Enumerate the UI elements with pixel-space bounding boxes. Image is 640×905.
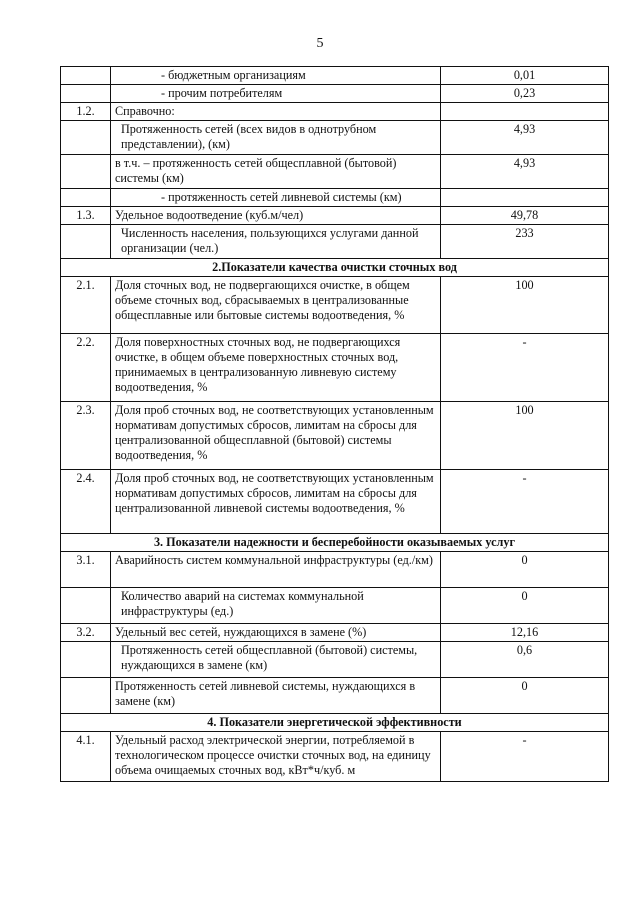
table-row <box>61 189 609 207</box>
row-value: - <box>441 334 609 402</box>
row-value: - <box>441 732 609 782</box>
row-value <box>441 189 609 207</box>
section-title: 2.Показатели качества очистки сточных вод <box>61 259 609 277</box>
row-text: Протяженность сетей ливневой системы, нуждающихся в замене (км) <box>111 678 441 714</box>
row-text: Удельное водоотведение (куб.м/чел) <box>111 207 441 225</box>
table-row <box>61 732 609 782</box>
row-text: в т.ч. – протяженность сетей общесплавной (бытовой) системы (км) <box>111 155 441 189</box>
table-row <box>61 155 609 189</box>
row-value: 49,78 <box>441 207 609 225</box>
table-row <box>61 103 609 121</box>
row-number: 3.2. <box>61 624 111 642</box>
table-row <box>61 642 609 678</box>
row-text: Протяженность сетей общесплавной (бытовой) системы, нуждающихся в замене (км) <box>111 642 441 678</box>
row-value: - <box>441 470 609 534</box>
row-value: 0 <box>441 588 609 624</box>
indicators-table <box>60 66 609 782</box>
table-row <box>61 552 609 588</box>
section-heading-row <box>61 534 609 552</box>
row-value: 4,93 <box>441 155 609 189</box>
section-heading-row <box>61 714 609 732</box>
row-value: 233 <box>441 225 609 259</box>
table-row <box>61 225 609 259</box>
table-row <box>61 67 609 85</box>
row-value: 100 <box>441 277 609 334</box>
row-value: 0,01 <box>441 67 609 85</box>
row-number: 1.2. <box>61 103 111 121</box>
row-value: 100 <box>441 402 609 470</box>
row-text: Аварийность систем коммунальной инфраструктуры (ед./км) <box>111 552 441 588</box>
row-text: - бюджетным организациям <box>111 67 441 85</box>
row-value: 12,16 <box>441 624 609 642</box>
row-text: Удельный расход электрической энергии, потребляемой в технологическом процессе очистки сточных вод, на единицу объема очищаемых сточных вод, кВт*ч/куб. м <box>111 732 441 782</box>
row-text: Доля проб сточных вод, не соответствующих установленным нормативам допустимых сбросов, лимитам на сбросы для централизованной ливневой системы водоотведения, % <box>111 470 441 534</box>
row-number: 2.1. <box>61 277 111 334</box>
table-row <box>61 334 609 402</box>
row-value: 0 <box>441 678 609 714</box>
table-row <box>61 85 609 103</box>
row-text: Удельный вес сетей, нуждающихся в замене (%) <box>111 624 441 642</box>
row-text: - прочим потребителям <box>111 85 441 103</box>
table-row <box>61 470 609 534</box>
page-number: 5 <box>316 36 324 51</box>
row-value: 0 <box>441 552 609 588</box>
table-row <box>61 121 609 155</box>
table-row <box>61 277 609 334</box>
row-text: Справочно: <box>111 103 441 121</box>
row-number: 3.1. <box>61 552 111 588</box>
table-row <box>61 588 609 624</box>
section-title: 3. Показатели надежности и бесперебойности оказываемых услуг <box>61 534 609 552</box>
row-text: Количество аварий на системах коммунальной инфраструктуры (ед.) <box>111 588 441 624</box>
row-text: Протяженность сетей (всех видов в однотрубном представлении), (км) <box>111 121 441 155</box>
row-text: Численность населения, пользующихся услугами данной организации (чел.) <box>111 225 441 259</box>
row-text: - протяженность сетей ливневой системы (км) <box>111 189 441 207</box>
row-text: Доля поверхностных сточных вод, не подвергающихся очистке, в общем объеме поверхностных сточных вод, принимаемых в централизованную ливневую систему водоотведения, % <box>111 334 441 402</box>
row-text: Доля проб сточных вод, не соответствующих установленным нормативам допустимых сбросов, лимитам на сбросы для централизованной общесплавной (бытовой) системы водоотведения, % <box>111 402 441 470</box>
section-title: 4. Показатели энергетической эффективности <box>61 714 609 732</box>
table-row <box>61 678 609 714</box>
row-number: 1.3. <box>61 207 111 225</box>
row-text: Доля сточных вод, не подвергающихся очистке, в общем объеме сточных вод, сбрасываемых в централизованные общесплавные или бытовые системы водоотведения, % <box>111 277 441 334</box>
row-number: 4.1. <box>61 732 111 782</box>
row-value: 0,23 <box>441 85 609 103</box>
row-value: 4,93 <box>441 121 609 155</box>
row-value: 0,6 <box>441 642 609 678</box>
row-number: 2.2. <box>61 334 111 402</box>
table-row <box>61 207 609 225</box>
row-number: 2.4. <box>61 470 111 534</box>
table-row <box>61 624 609 642</box>
row-number: 2.3. <box>61 402 111 470</box>
section-heading-row <box>61 259 609 277</box>
table-row <box>61 402 609 470</box>
